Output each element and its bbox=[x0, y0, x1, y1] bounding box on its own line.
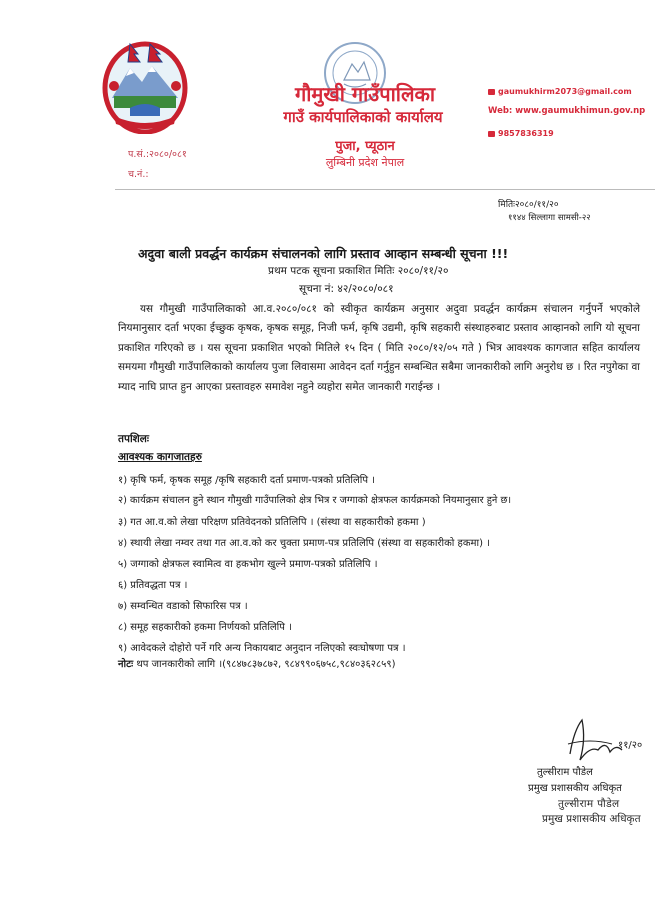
doc-item: ४) स्थायी लेखा नम्वर तथा गत आ.व.को कर चुक्ता प्रमाण-पत्र प्रतिलिपि (संस्था वा सहकारीको हकमा) । bbox=[118, 538, 490, 549]
note-label: नोटः bbox=[118, 659, 134, 670]
email-line bbox=[488, 87, 632, 96]
notice-body-text: यस गौमुखी गाउँपालिकाको आ.व.२०८०/०८१ को स्वीकृत कार्यक्रम अनुसार अदुवा प्रवर्द्धन कार्यक्रम संचालन गर्नुपर्ने भएकोले नियमानुसार दर्ता भएका ईच्छुक कृषक, कृषक समूह, निजी फर्म, कृषि उद्यमी, कृषि सहकारी संस्थाहरुबाट प्रस्ताव आव्हानको लागि यो सूचना प्रकाशित गरिएको छ । यस सूचना प्रकाशित भएको मितिले १५ दिन ( मिति २०८०/१२/०५ गते ) भित्र आवश्यक कागजात सहित कार्यालय समयमा गौमुखी गाउँपालिकाको कार्यालय पुजा लिवासमा आवेदन दर्ता गर्नुहुन सम्बन्धित सबैमा जानकारीको लागि अनुरोध छ । रित नपुगेका वा म्याद नाघि प्राप्त हुन आएका प्रस्तावहरु समावेश नहुने व्यहोरा समेत जानकारी गराईन्छ । bbox=[118, 303, 640, 393]
signature-date: ११/२० bbox=[618, 740, 643, 751]
phone-line bbox=[488, 129, 554, 138]
notice-title: अदुवा बाली प्रवर्द्धन कार्यक्रम संचालनको लागि प्रस्ताव आव्हान सम्बन्धी सूचना !!! bbox=[138, 246, 509, 261]
province-line: लुम्बिनी प्रदेश नेपाल bbox=[325, 156, 405, 169]
doc-item: ७) सम्वन्धित वडाको सिफारिस पत्र । bbox=[118, 601, 248, 612]
handwritten-signature bbox=[560, 710, 652, 768]
nepal-emblem-logo bbox=[100, 38, 190, 134]
vikram-date: ११४४ सिल्लागा सामसी-२२ bbox=[508, 213, 591, 223]
phone-icon bbox=[488, 131, 495, 137]
doc-item: ६) प्रतिवद्धता पत्र । bbox=[118, 580, 188, 591]
dispatch-number: च.नं.: bbox=[128, 169, 149, 180]
stamp-designation: प्रमुख प्रशासकीय अधिकृत bbox=[542, 813, 641, 825]
phone-text: 9857836319 bbox=[498, 129, 554, 138]
required-docs-heading: आवश्यक कागजातहरु bbox=[118, 451, 202, 463]
email-text: gaumukhirm2073@gmail.com bbox=[498, 87, 632, 96]
office-address: पुजा, प्यूठान bbox=[335, 139, 395, 154]
doc-item: ९) आवेदकले दोहोरो पर्ने गरि अन्य निकायबाट अनुदान नलिएको स्वःघोषणा पत्र । bbox=[118, 643, 406, 654]
notice-body bbox=[118, 300, 640, 397]
notice-number: सूचना नं: ४२/२०८०/०८१ bbox=[299, 283, 394, 295]
note-text: थप जानकारीको लागि ।(९८४७८३७८७२, ९८४९९०६७५८,९८४०३६२८५९) bbox=[133, 659, 396, 670]
municipality-title: गौमुखी गाउँपालिका bbox=[294, 82, 436, 106]
doc-item: १) कृषि फर्म, कृषक समूह /कृषि सहकारी दर्ता प्रमाण-पत्रको प्रतिलिपि । bbox=[118, 475, 376, 486]
doc-item: ५) जग्गाको क्षेत्रफल स्वामित्व वा हकभोग खुल्ने प्रमाण-पत्रको प्रतिलिपि । bbox=[118, 559, 378, 570]
header-divider bbox=[115, 189, 655, 190]
signatory-name: तुल्सीराम पौडेल bbox=[537, 767, 593, 778]
office-subtitle: गाउँ कार्यपालिकाको कार्यालय bbox=[283, 108, 443, 126]
email-icon bbox=[488, 89, 495, 95]
stamp-name: तुल्सीराम पौडेल bbox=[558, 798, 620, 810]
letter-date: मितिः२०८०/११/२० bbox=[498, 200, 559, 210]
doc-item: ३) गत आ.व.को लेखा परिक्षण प्रतिवेदनको प्रतिलिपि । (संस्था वा सहकारीको हकमा ) bbox=[118, 517, 426, 528]
doc-item: ८) समूह सहकारीको हकमा निर्णयको प्रतिलिपि । bbox=[118, 622, 292, 633]
reference-number: प.सं.:२०८०/०८१ bbox=[128, 149, 187, 160]
signatory-designation: प्रमुख प्रशासकीय अधिकृत bbox=[528, 783, 622, 794]
first-published-date: प्रथम पटक सूचना प्रकाशित मितिः २०८०/११/२० bbox=[268, 265, 449, 277]
details-heading: तपशिलः bbox=[118, 433, 150, 445]
contact-note bbox=[118, 656, 396, 670]
website-line: Web: www.gaumukhimun.gov.np bbox=[488, 106, 646, 116]
doc-item: २) कार्यक्रम संचालन हुने स्थान गौमुखी गाउँपालिको क्षेत्र भित्र र जग्गाको क्षेत्रफल कार्यक्रमको नियमानुसार हुने छ। bbox=[118, 495, 512, 506]
